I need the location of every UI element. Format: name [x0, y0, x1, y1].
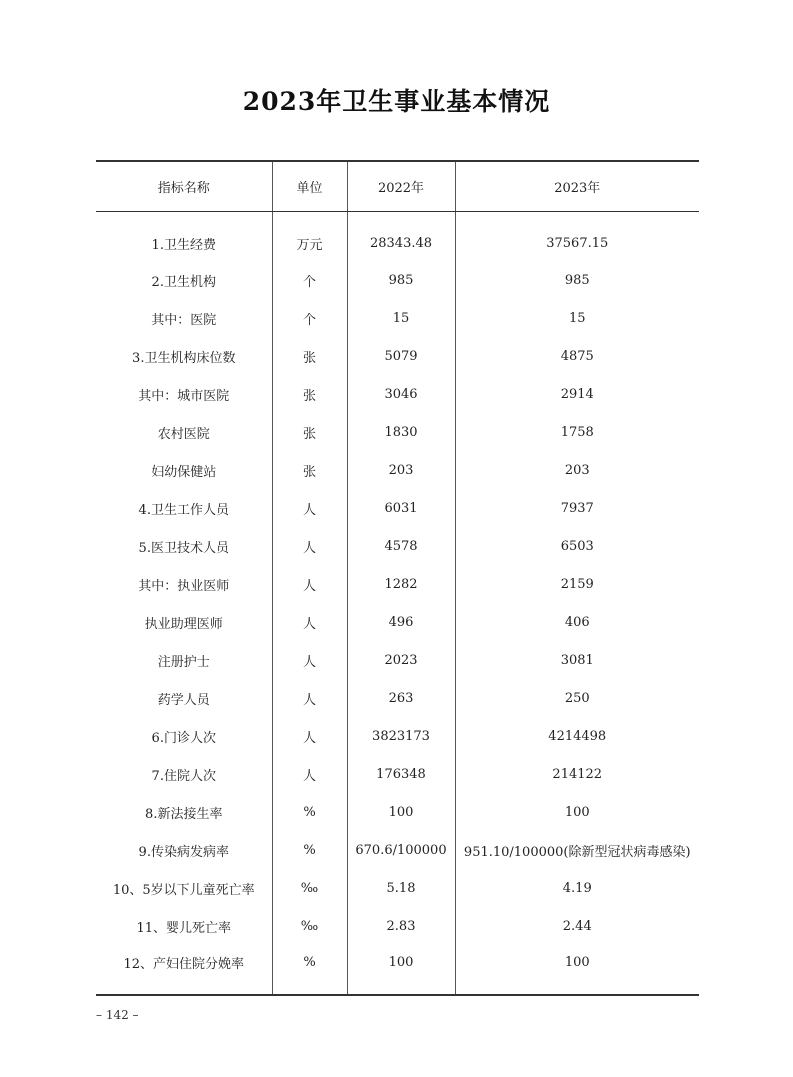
cell-indicator-name: 6.门诊人次	[151, 730, 216, 746]
cell-unit: 张	[272, 375, 347, 413]
cell-indicator-name: 8.新法接生率	[145, 806, 223, 822]
cell-unit: 个	[272, 261, 347, 299]
cell-unit: 人	[272, 527, 347, 565]
cell-2023: 4875	[455, 337, 699, 375]
cell-unit: 人	[272, 603, 347, 641]
cell-indicator-name: 其中：医院	[151, 312, 217, 328]
cell-2023: 406	[455, 603, 699, 641]
table-row	[96, 211, 699, 261]
page-number: – 142 –	[96, 1008, 139, 1022]
table-row	[96, 945, 699, 995]
cell-2023: 100	[455, 945, 699, 995]
table-row	[96, 527, 699, 565]
table-row	[96, 565, 699, 603]
cell-unit: 人	[272, 489, 347, 527]
cell-unit: 张	[272, 337, 347, 375]
table-row	[96, 375, 699, 413]
page-title: 2023年卫生事业基本情况	[242, 87, 551, 116]
cell-2022: 5079	[347, 337, 455, 375]
cell-unit: ‰	[272, 907, 347, 945]
table-row	[96, 641, 699, 679]
table-row	[96, 337, 699, 375]
cell-unit: 人	[272, 717, 347, 755]
cell-indicator-name: 其中：执业医师	[138, 578, 230, 594]
cell-2023: 985	[455, 261, 699, 299]
cell-2022: 176348	[347, 755, 455, 793]
table-row	[96, 451, 699, 489]
table-row	[96, 907, 699, 945]
header-indicator-name: 指标名称	[96, 161, 272, 211]
table-row	[96, 603, 699, 641]
cell-2023: 37567.15	[455, 211, 699, 261]
cell-2022: 28343.48	[347, 211, 455, 261]
cell-2022: 4578	[347, 527, 455, 565]
cell-2023: 2914	[455, 375, 699, 413]
cell-indicator-name: 11、婴儿死亡率	[136, 920, 232, 936]
cell-2022: 263	[347, 679, 455, 717]
cell-2022: 670.6/100000	[347, 831, 455, 869]
cell-2022: 1830	[347, 413, 455, 451]
cell-2023: 15	[455, 299, 699, 337]
header-2023: 2023年	[455, 161, 699, 211]
table-row	[96, 299, 699, 337]
table-row	[96, 755, 699, 793]
table-row	[96, 831, 699, 869]
cell-indicator-name: 执业助理医师	[144, 616, 223, 632]
cell-2023: 3081	[455, 641, 699, 679]
cell-indicator-name: 5.医卫技术人员	[138, 540, 229, 556]
cell-indicator-name: 1.卫生经费	[151, 237, 216, 253]
cell-2022: 3046	[347, 375, 455, 413]
table-row	[96, 717, 699, 755]
cell-2023: 6503	[455, 527, 699, 565]
table-row	[96, 489, 699, 527]
cell-unit: 人	[272, 679, 347, 717]
cell-indicator-name: 7.住院人次	[151, 768, 216, 784]
cell-2022: 100	[347, 945, 455, 995]
cell-2023: 2159	[455, 565, 699, 603]
cell-unit: 张	[272, 451, 347, 489]
cell-2022: 203	[347, 451, 455, 489]
cell-indicator-name: 10、5岁以下儿童死亡率	[112, 882, 255, 898]
cell-2023: 1758	[455, 413, 699, 451]
table-row	[96, 679, 699, 717]
cell-unit: 人	[272, 755, 347, 793]
cell-unit: %	[272, 793, 347, 831]
cell-2022: 15	[347, 299, 455, 337]
cell-unit: %	[272, 831, 347, 869]
cell-2023: 250	[455, 679, 699, 717]
table-row	[96, 261, 699, 299]
cell-unit: 人	[272, 565, 347, 603]
cell-2023: 214122	[455, 755, 699, 793]
cell-2023: 4.19	[455, 869, 699, 907]
cell-2023: 100	[455, 793, 699, 831]
cell-indicator-name: 农村医院	[157, 426, 210, 442]
cell-2022: 2023	[347, 641, 455, 679]
cell-2023: 203	[455, 451, 699, 489]
cell-2022: 3823173	[347, 717, 455, 755]
cell-2022: 6031	[347, 489, 455, 527]
cell-indicator-name: 2.卫生机构	[151, 274, 216, 290]
cell-2023: 7937	[455, 489, 699, 527]
cell-unit: 张	[272, 413, 347, 451]
table-header-row	[96, 161, 699, 211]
cell-2023: 951.10/100000(除新型冠状病毒感染)	[455, 831, 699, 869]
cell-unit: ‰	[272, 869, 347, 907]
cell-2022: 1282	[347, 565, 455, 603]
health-statistics-table	[96, 160, 699, 996]
cell-2022: 985	[347, 261, 455, 299]
table-row	[96, 869, 699, 907]
cell-indicator-name: 3.卫生机构床位数	[132, 350, 236, 366]
cell-unit: 人	[272, 641, 347, 679]
table-body	[96, 211, 699, 995]
cell-2022: 2.83	[347, 907, 455, 945]
cell-indicator-name: 其中：城市医院	[138, 388, 230, 404]
cell-unit: 万元	[272, 211, 347, 261]
cell-indicator-name: 妇幼保健站	[151, 464, 217, 480]
cell-indicator-name: 12、产妇住院分娩率	[96, 945, 272, 995]
cell-2023: 4214498	[455, 717, 699, 755]
cell-unit: 个	[272, 299, 347, 337]
cell-indicator-name: 9.传染病发病率	[138, 844, 229, 860]
table-row	[96, 413, 699, 451]
cell-indicator-name: 药学人员	[157, 692, 210, 708]
cell-2022: 100	[347, 793, 455, 831]
table-row	[96, 793, 699, 831]
header-unit: 单位	[272, 161, 347, 211]
cell-2022: 5.18	[347, 869, 455, 907]
cell-indicator-name: 注册护士	[157, 654, 210, 670]
cell-indicator-name: 4.卫生工作人员	[138, 502, 229, 518]
cell-unit: %	[272, 945, 347, 995]
header-2022: 2022年	[347, 161, 455, 211]
cell-2022: 496	[347, 603, 455, 641]
cell-2023: 2.44	[455, 907, 699, 945]
